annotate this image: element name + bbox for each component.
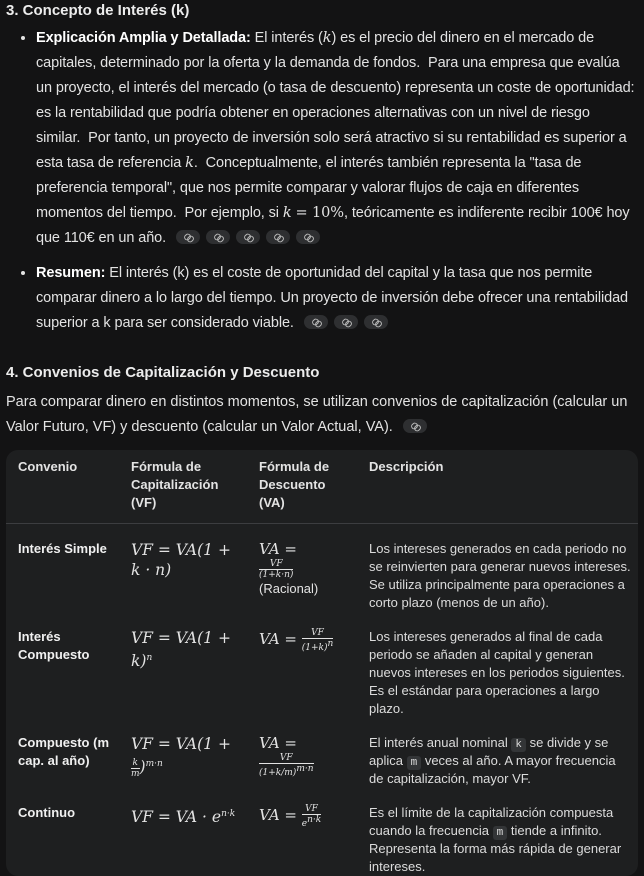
list-item-explicacion: • Explicación Amplia y Detallada: El interés (k) es el precio del dinero en el mercado de capitales, determinado por la oferta y la demanda de fondos. Para una empresa que evalúa un proyecto, el interés del mercado (o tasa de descuento) representa un coste de oportunidad: es la rentabilidad que podría obtener en operaciones alternativas con un nivel de riesgo similar. Por tanto, un proyecto de inversión solo será atractivo si su rentabilidad es superior a esta tasa de referencia k. Conceptualmente, el interés también representa la "tasa de preferencia temporal", que nos permite comparar y valorar flujos de caja en diferentes momentos del tiempo. Por ejemplo, si k = 10%, teóricamente es indiferente recibir 100€ hoy que 110€ en un año. [36,26,638,251]
inline-code: m [407,756,422,770]
header-convenio: Convenio [18,459,78,474]
formula-va: VA = $\frac{VF}{(1+k)^n}$ [259,628,334,653]
citation-link-icon[interactable] [403,419,427,433]
header-capitalizacion: Fórmula de Capitalización (VF) [131,459,219,510]
inline-code: k [511,738,526,752]
row-name: Interés Compuesto [18,629,90,662]
table-row [6,612,638,718]
row-description: Es el límite de la capitalización compuesta cuando la frecuencia m tiende a infinito. Representa la forma más rápida de generar intereses. [369,805,622,874]
citation-link-icon[interactable] [334,315,358,329]
section-4-intro: Para comparar dinero en distintos momentos, se utilizan convenios de capitalización (calcular un Valor Futuro, VF) y descuento (calcular un Valor Actual, VA). [6,394,628,435]
section-4-heading: 4. Convenios de Capitalización y Descuento [6,364,320,381]
citation-link-icon[interactable] [304,315,328,329]
convenios-table [6,450,638,876]
table-header-row [6,450,638,524]
row-description: Los intereses generados al final de cada periodo se añaden al capital y generan nuevos intereses en los periodos siguientes. Es el estándar para operaciones a largo plazo. [369,629,625,716]
list-item-resumen [36,261,638,336]
formula-vf: VF = VA · $e^{n\cdot k}$ [131,808,236,827]
citation-link-icon[interactable] [296,230,320,244]
bullet-label: Resumen: [36,265,106,281]
row-name: Compuesto (m cap. al año) [18,735,109,768]
table-row [6,718,638,788]
section-3-list [6,26,638,336]
formula-va: VA = $\frac{VF}{(1+k\cdot n)}$ (Racional) [259,540,319,596]
citation-link-icon[interactable] [364,315,388,329]
inline-code: m [493,826,508,840]
row-name: Interés Simple [18,541,107,556]
table-row [6,788,638,876]
header-descripcion: Descripción [369,459,444,474]
citation-link-icon[interactable] [176,230,200,244]
citation-link-icon[interactable] [266,230,290,244]
table-row [6,524,638,613]
row-name: Continuo [18,805,76,820]
bullet-label: Explicación Amplia y Detallada: [36,30,251,46]
section-3-heading: 3. Concepto de Interés (k) [6,2,190,19]
row-description: Los intereses generados en cada periodo no se reinvierten para generar nuevos intereses. Se utiliza principalmente para operaciones a corto plazo (menos de un año). [369,541,631,610]
formula-va: VA = $\frac{VF}{e^{n\cdot k}}$ [259,804,322,829]
formula-va: VA = $\frac{VF}{(1+k/m)^{m\cdot n}}$ [259,734,314,778]
row-description: El interés anual nominal k se divide y se aplica m veces al año. A mayor frecuencia de capitalización, mayor VF. [369,735,616,786]
header-descuento: Fórmula de Descuento (VA) [259,459,330,510]
bullet-text: El interés (k) es el coste de oportunidad del capital y la tasa que nos permite comparar dinero a lo largo del tiempo. Un proyecto de inversión debe ofrecer una rentabilidad superior a k para ser considerado viable. [36,265,628,331]
formula-vf: VF = VA(1 + k · n) [131,541,231,579]
formula-vf: VF = VA(1 + $\frac{k}{m}$ )$^{m\cdot n}$ [131,735,231,779]
citation-link-icon[interactable] [206,230,230,244]
formula-vf: VF = $VA(1 + k)^n$ [131,629,231,671]
citation-link-icon[interactable] [236,230,260,244]
